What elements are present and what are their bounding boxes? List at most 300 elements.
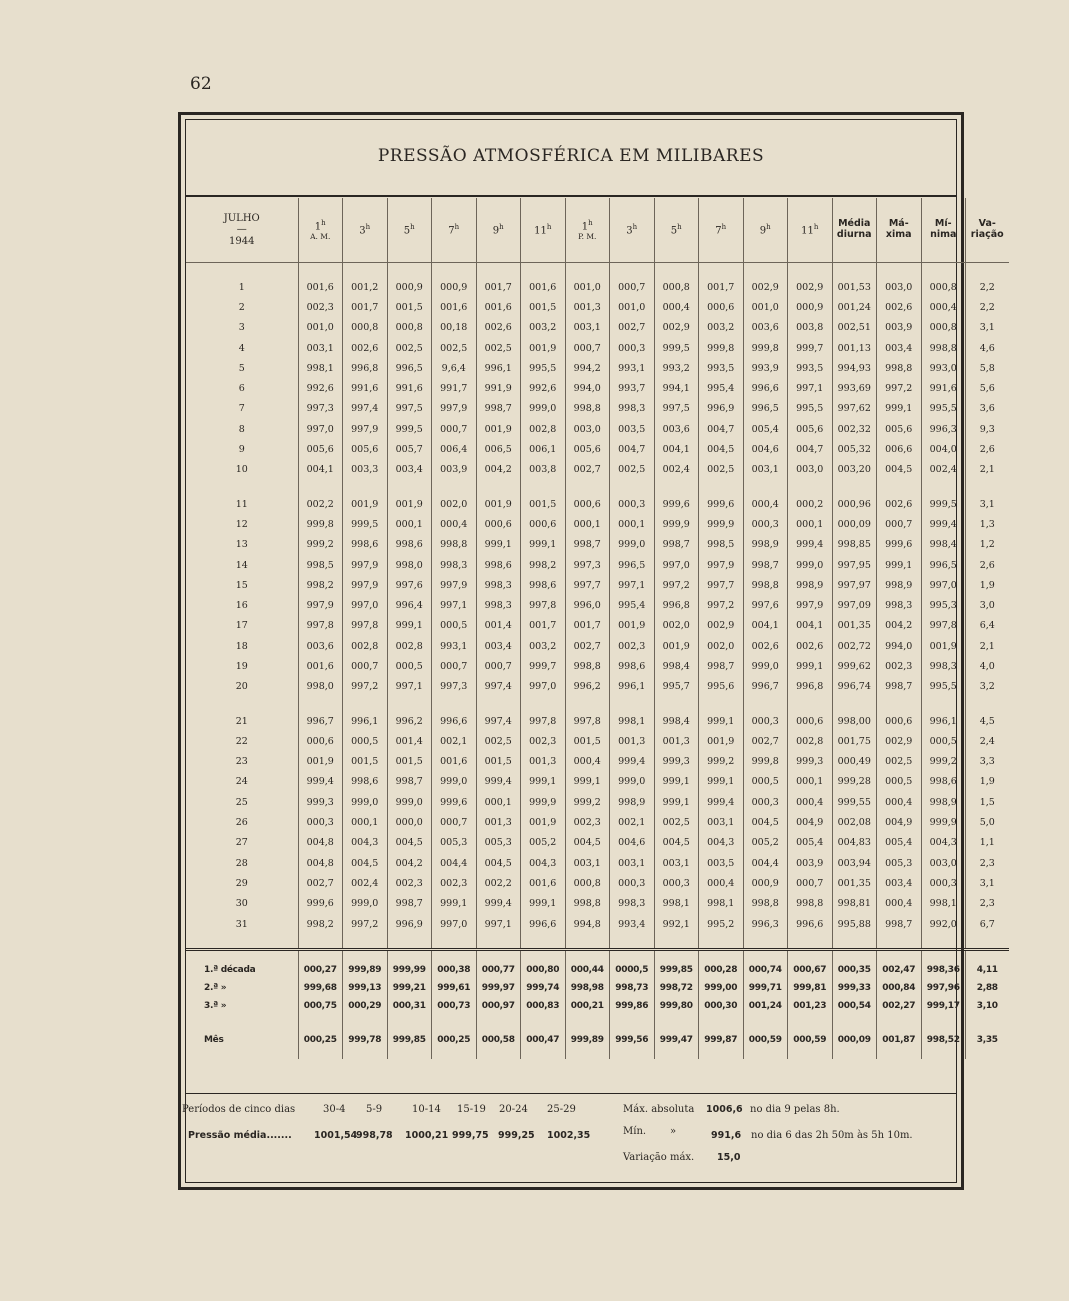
var-label: Variação máx.: [623, 1152, 695, 1163]
summary-cell: 000,47: [521, 1015, 566, 1059]
table-cell: 000,3: [921, 873, 966, 893]
pressure-row: [186, 1126, 964, 1146]
table-cell: 993,2: [654, 358, 699, 378]
table-cell: 002,51: [832, 318, 877, 338]
table-cell: 004,5: [654, 833, 699, 853]
table-cell: 001,0: [610, 297, 655, 317]
table-cell: 999,4: [610, 752, 655, 772]
table-row: [186, 697, 1009, 731]
table-cell: 002,5: [654, 812, 699, 832]
summary-cell: 998,72: [654, 979, 699, 997]
table-cell: 001,4: [476, 616, 521, 636]
table-cell: 000,7: [565, 338, 610, 358]
table-cell: 9,6,4: [432, 358, 477, 378]
day-label: 10: [235, 464, 248, 476]
periods-row: [182, 1104, 964, 1124]
table-cell: 002,6: [877, 480, 922, 514]
hour-number: 9: [759, 225, 767, 237]
table-row: [186, 419, 1009, 439]
table-cell: 998,3: [476, 575, 521, 595]
table-cell: 998,9: [610, 792, 655, 812]
table-cell: 998,9: [921, 792, 966, 812]
table-cell: 001,4: [387, 731, 432, 751]
table-cell: 002,5: [432, 338, 477, 358]
table-cell: 000,96: [832, 480, 877, 514]
media-header: [832, 198, 877, 263]
table-cell: 998,4: [921, 535, 966, 555]
table-cell: 997,62: [832, 399, 877, 419]
table-cell: 000,7: [610, 263, 655, 298]
table-cell: 999,2: [699, 752, 744, 772]
summary-cell: 000,27: [298, 950, 343, 980]
hour-number: 5: [670, 225, 678, 237]
table-cell: 000,3: [743, 792, 788, 812]
hour-header: [565, 198, 610, 263]
table-cell: 004,8: [298, 853, 343, 873]
table-cell: 004,9: [877, 812, 922, 832]
table-cell: 002,3: [432, 873, 477, 893]
table-cell: 000,5: [921, 731, 966, 751]
table-cell: 999,55: [832, 792, 877, 812]
period-item: 10-14: [412, 1104, 441, 1115]
table-cell: 004,7: [788, 439, 833, 459]
month-label: JULHO: [223, 212, 260, 224]
table-cell: 003,4: [877, 338, 922, 358]
table-cell: 997,9: [788, 595, 833, 615]
table-cell: 997,0: [521, 677, 566, 697]
table-cell: 997,1: [432, 595, 477, 615]
table-cell: 001,35: [832, 873, 877, 893]
day-label: 25: [235, 796, 248, 808]
summary-cell: 000,59: [788, 1015, 833, 1059]
table-cell: 000,5: [432, 616, 477, 636]
summary-cell: 000,74: [743, 950, 788, 980]
table-cell: 003,1: [298, 338, 343, 358]
minima-header: [921, 198, 966, 263]
table-cell: 995,5: [921, 399, 966, 419]
table-cell: 996,5: [387, 358, 432, 378]
table-cell: 002,8: [788, 731, 833, 751]
hour-unit: h: [321, 218, 326, 227]
table-cell: 005,3: [432, 833, 477, 853]
summary-cell: 998,36: [921, 950, 966, 980]
summary-cell: 4,11: [966, 950, 1009, 980]
hour-header: [610, 198, 655, 263]
table-cell: 001,5: [387, 297, 432, 317]
day-label: 1: [238, 281, 245, 293]
table-cell: 002,3: [877, 656, 922, 676]
table-cell: 997,2: [699, 595, 744, 615]
table-row: [186, 439, 1009, 459]
table-cell: 997,9: [432, 575, 477, 595]
summary-cell: 999,61: [432, 979, 477, 997]
min-quote: »: [670, 1126, 677, 1137]
day-label: 21: [235, 715, 248, 727]
table-cell: 000,4: [432, 514, 477, 534]
table-row: [186, 812, 1009, 832]
hour-number: 9: [492, 225, 500, 237]
table-cell: 997,8: [521, 595, 566, 615]
summary-cell: 000,29: [343, 997, 388, 1015]
table-cell: 997,7: [565, 575, 610, 595]
summary-cell: 001,87: [877, 1015, 922, 1059]
day-label: 13: [235, 539, 248, 551]
table-cell: 996,0: [565, 595, 610, 615]
table-cell: 998,8: [921, 338, 966, 358]
table-cell: 993,0: [921, 358, 966, 378]
table-cell: 999,9: [699, 514, 744, 534]
summary-label: 2.ª »: [204, 983, 227, 994]
table-cell: 003,1: [610, 853, 655, 873]
table-row: [186, 792, 1009, 812]
day-label: 26: [235, 817, 248, 829]
summary-cell: 000,84: [877, 979, 922, 997]
table-cell: 001,3: [476, 812, 521, 832]
table-cell: 997,2: [654, 575, 699, 595]
table-cell: 002,4: [654, 460, 699, 480]
table-cell: 004,0: [921, 439, 966, 459]
table-cell: 002,5: [610, 460, 655, 480]
table-cell: 998,6: [610, 656, 655, 676]
table-cell: 996,7: [298, 697, 343, 731]
maxima-header: [877, 198, 922, 263]
table-cell: 996,3: [921, 419, 966, 439]
table-cell: 003,1: [654, 853, 699, 873]
table-cell: 001,9: [476, 419, 521, 439]
table-cell: 998,3: [921, 656, 966, 676]
media-header-line2: diurna: [836, 229, 872, 240]
min-text: no dia 6 das 2h 50m às 5h 10m.: [751, 1130, 913, 1141]
table-cell: 003,2: [521, 636, 566, 656]
min-label: Mín.: [623, 1126, 647, 1137]
table-cell: 001,75: [832, 731, 877, 751]
table-row: [186, 297, 1009, 317]
table-cell: 005,6: [565, 439, 610, 459]
table-cell: 003,1: [565, 318, 610, 338]
summary-cell: 000,44: [565, 950, 610, 980]
summary-cell: 2,88: [966, 979, 1009, 997]
table-cell: 000,3: [743, 697, 788, 731]
table-cell: 001,5: [521, 297, 566, 317]
table-cell: 998,7: [877, 677, 922, 697]
table-cell: 000,4: [788, 792, 833, 812]
day-label: 5: [238, 362, 245, 374]
table-cell: 002,4: [343, 873, 388, 893]
table-cell: 002,08: [832, 812, 877, 832]
summary-cell: 000,25: [298, 1015, 343, 1059]
table-cell: 002,6: [877, 297, 922, 317]
table-cell: 001,5: [565, 731, 610, 751]
table-cell: 997,4: [476, 697, 521, 731]
table-cell: 996,4: [387, 595, 432, 615]
table-cell: 991,6: [921, 378, 966, 398]
table-cell: 000,5: [877, 772, 922, 792]
table-row: [186, 656, 1009, 676]
summary-cell: 001,24: [743, 997, 788, 1015]
table-cell: 004,2: [387, 853, 432, 873]
table-cell: 999,1: [788, 656, 833, 676]
table-cell: 999,4: [476, 772, 521, 792]
hour-number: 11: [801, 225, 814, 237]
table-row: [186, 731, 1009, 751]
table-cell: 004,2: [877, 616, 922, 636]
summary-cell: 999,87: [699, 1015, 744, 1059]
day-label: 29: [235, 877, 248, 889]
table-cell: 996,8: [343, 358, 388, 378]
table-cell: 000,7: [432, 812, 477, 832]
table-cell: 997,9: [343, 419, 388, 439]
table-cell: 994,2: [565, 358, 610, 378]
table-cell: 999,9: [654, 514, 699, 534]
table-cell: 002,3: [298, 297, 343, 317]
table-cell: 000,8: [654, 263, 699, 298]
table-cell: 002,8: [343, 636, 388, 656]
table-cell: 005,4: [877, 833, 922, 853]
table-cell: 1,5: [966, 792, 1009, 812]
table-cell: 004,7: [699, 419, 744, 439]
variation-row: [186, 1148, 964, 1168]
table-cell: 999,2: [298, 535, 343, 555]
table-cell: 997,6: [743, 595, 788, 615]
table-cell: 004,5: [743, 812, 788, 832]
table-cell: 991,6: [343, 378, 388, 398]
table-cell: 000,9: [387, 263, 432, 298]
table-cell: 996,1: [610, 677, 655, 697]
table-row: [186, 677, 1009, 697]
table-cell: 995,5: [788, 399, 833, 419]
table-cell: 000,7: [432, 656, 477, 676]
table-cell: 002,9: [699, 616, 744, 636]
table-cell: 998,3: [610, 894, 655, 914]
table-cell: 996,2: [565, 677, 610, 697]
hour-header: [743, 198, 788, 263]
hour-number: 5: [403, 225, 411, 237]
table-cell: 998,81: [832, 894, 877, 914]
table-cell: 002,5: [699, 460, 744, 480]
table-cell: 003,6: [654, 419, 699, 439]
table-cell: 998,1: [654, 894, 699, 914]
table-cell: 998,8: [877, 358, 922, 378]
day-label: 16: [235, 600, 248, 612]
hour-header: [387, 198, 432, 263]
hour-number: 3: [359, 225, 366, 237]
table-cell: 003,6: [743, 318, 788, 338]
table-row: [186, 833, 1009, 853]
table-cell: 000,49: [832, 752, 877, 772]
table-cell: 000,0: [387, 812, 432, 832]
table-frame: [178, 112, 1004, 1190]
table-cell: 998,8: [432, 535, 477, 555]
table-cell: 999,6: [699, 480, 744, 514]
day-label: 12: [235, 518, 248, 530]
summary-cell: 999,13: [343, 979, 388, 997]
summary-cell: 999,89: [343, 950, 388, 980]
day-label: 11: [235, 498, 248, 510]
table-cell: 005,3: [476, 833, 521, 853]
table-cell: 3,1: [966, 480, 1009, 514]
table-cell: 999,28: [832, 772, 877, 792]
table-cell: 998,6: [476, 555, 521, 575]
hour-header: [343, 198, 388, 263]
table-cell: 001,7: [699, 263, 744, 298]
table-cell: 000,8: [387, 318, 432, 338]
maxima-header-line1: Má-: [888, 218, 909, 230]
table-row: [186, 914, 1009, 950]
table-cell: 000,7: [476, 656, 521, 676]
table-cell: 992,6: [298, 378, 343, 398]
table-row: [186, 318, 1009, 338]
table-cell: 003,9: [432, 460, 477, 480]
table-cell: 994,0: [565, 378, 610, 398]
table-cell: 997,8: [565, 697, 610, 731]
table-cell: 000,4: [565, 752, 610, 772]
table-cell: 000,6: [298, 731, 343, 751]
table-cell: 997,9: [343, 575, 388, 595]
table-row: [186, 575, 1009, 595]
table-cell: 992,0: [921, 914, 966, 950]
summary-cell: 997,96: [921, 979, 966, 997]
table-cell: 005,2: [743, 833, 788, 853]
table-cell: 998,0: [387, 555, 432, 575]
table-cell: 003,5: [610, 419, 655, 439]
table-cell: 999,0: [343, 792, 388, 812]
table-cell: 003,0: [788, 460, 833, 480]
table-cell: 998,2: [298, 914, 343, 950]
table-cell: 002,6: [476, 318, 521, 338]
summary-label: 1.ª década: [186, 950, 298, 980]
table-cell: 991,9: [476, 378, 521, 398]
table-cell: 992,6: [521, 378, 566, 398]
table-cell: 000,8: [921, 318, 966, 338]
table-cell: 997,2: [343, 914, 388, 950]
table-cell: 997,0: [654, 555, 699, 575]
hour-period: A. M.: [310, 231, 331, 241]
summary-cell: 000,38: [432, 950, 477, 980]
table-cell: 001,3: [565, 297, 610, 317]
table-cell: 000,3: [610, 480, 655, 514]
table-cell: 2,2: [966, 297, 1009, 317]
pressure-value: 999,75: [452, 1130, 489, 1141]
table-cell: 001,9: [654, 636, 699, 656]
table-cell: 002,9: [788, 263, 833, 298]
table-cell: 998,7: [565, 535, 610, 555]
hour-unit: h: [454, 223, 460, 232]
hour-header: [788, 198, 833, 263]
table-cell: 993,4: [610, 914, 655, 950]
table-cell: 003,4: [476, 636, 521, 656]
hour-unit: h: [632, 223, 638, 232]
table-cell: 998,7: [743, 555, 788, 575]
day-label: 2: [238, 301, 245, 313]
table-cell: 997,5: [387, 399, 432, 419]
table-cell: 002,7: [565, 460, 610, 480]
table-cell: 000,6: [877, 697, 922, 731]
table-cell: 001,7: [521, 616, 566, 636]
table-cell: 004,6: [743, 439, 788, 459]
table-row: [186, 772, 1009, 792]
table-cell: 999,0: [343, 894, 388, 914]
table-cell: 001,6: [521, 263, 566, 298]
variacao-header-line2: riação: [970, 229, 1004, 240]
summary-cell: 999,17: [921, 997, 966, 1015]
table-cell: 004,5: [699, 439, 744, 459]
summary-cell: 999,86: [610, 997, 655, 1015]
summary-row: [186, 997, 1009, 1015]
table-cell: 998,8: [743, 575, 788, 595]
table-cell: 004,3: [699, 833, 744, 853]
table-cell: 999,8: [743, 752, 788, 772]
table-cell: 005,4: [743, 419, 788, 439]
summary-cell: 000,35: [832, 950, 877, 980]
table-cell: 000,8: [921, 263, 966, 298]
table-cell: 001,9: [610, 616, 655, 636]
table-cell: 003,6: [298, 636, 343, 656]
table-cell: 4,5: [966, 697, 1009, 731]
table-cell: 002,72: [832, 636, 877, 656]
pressure-label: Pressão média.......: [188, 1130, 292, 1141]
table-cell: 998,6: [387, 535, 432, 555]
table-cell: 999,0: [432, 772, 477, 792]
table-cell: 995,6: [699, 677, 744, 697]
table-cell: 000,5: [387, 656, 432, 676]
table-cell: 004,8: [298, 833, 343, 853]
table-cell: 001,0: [298, 318, 343, 338]
table-cell: 997,8: [298, 616, 343, 636]
table-cell: 997,0: [298, 419, 343, 439]
summary-cell: 000,54: [832, 997, 877, 1015]
table-cell: 003,2: [521, 318, 566, 338]
table-cell: 998,9: [743, 535, 788, 555]
table-cell: 1,2: [966, 535, 1009, 555]
table-cell: 4,6: [966, 338, 1009, 358]
table-cell: 999,0: [743, 656, 788, 676]
table-cell: 003,2: [699, 318, 744, 338]
table-cell: 998,9: [877, 575, 922, 595]
day-label: 28: [235, 857, 248, 869]
table-cell: 002,9: [877, 731, 922, 751]
table-cell: 2,1: [966, 460, 1009, 480]
hour-unit: h: [766, 223, 771, 232]
header-row: [186, 198, 1009, 263]
table-cell: 002,6: [343, 338, 388, 358]
table-cell: 998,7: [387, 894, 432, 914]
table-row: [186, 358, 1009, 378]
table-cell: 000,4: [921, 297, 966, 317]
table-cell: 003,3: [343, 460, 388, 480]
hour-number: 11: [534, 225, 547, 237]
day-label: 17: [235, 620, 248, 632]
table-cell: 999,3: [654, 752, 699, 772]
pressure-value: 1001,54: [314, 1130, 358, 1141]
summary-cell: 999,47: [654, 1015, 699, 1059]
summary-cell: 000,09: [832, 1015, 877, 1059]
summary-row: [186, 1015, 1009, 1059]
table-cell: 000,1: [788, 772, 833, 792]
max-abs-label: Máx. absoluta: [623, 1104, 695, 1115]
page-number: 62: [190, 74, 212, 94]
period-item: 30-4: [323, 1104, 346, 1115]
table-row: [186, 555, 1009, 575]
table-cell: 998,1: [921, 894, 966, 914]
table-cell: 993,1: [432, 636, 477, 656]
summary-cell: 000,75: [298, 997, 343, 1015]
table-cell: 1,9: [966, 772, 1009, 792]
table-cell: 002,5: [476, 731, 521, 751]
pressure-value: 1002,35: [547, 1130, 591, 1141]
table-cell: 001,5: [343, 752, 388, 772]
table-cell: 999,1: [521, 894, 566, 914]
table-cell: 000,7: [788, 873, 833, 893]
